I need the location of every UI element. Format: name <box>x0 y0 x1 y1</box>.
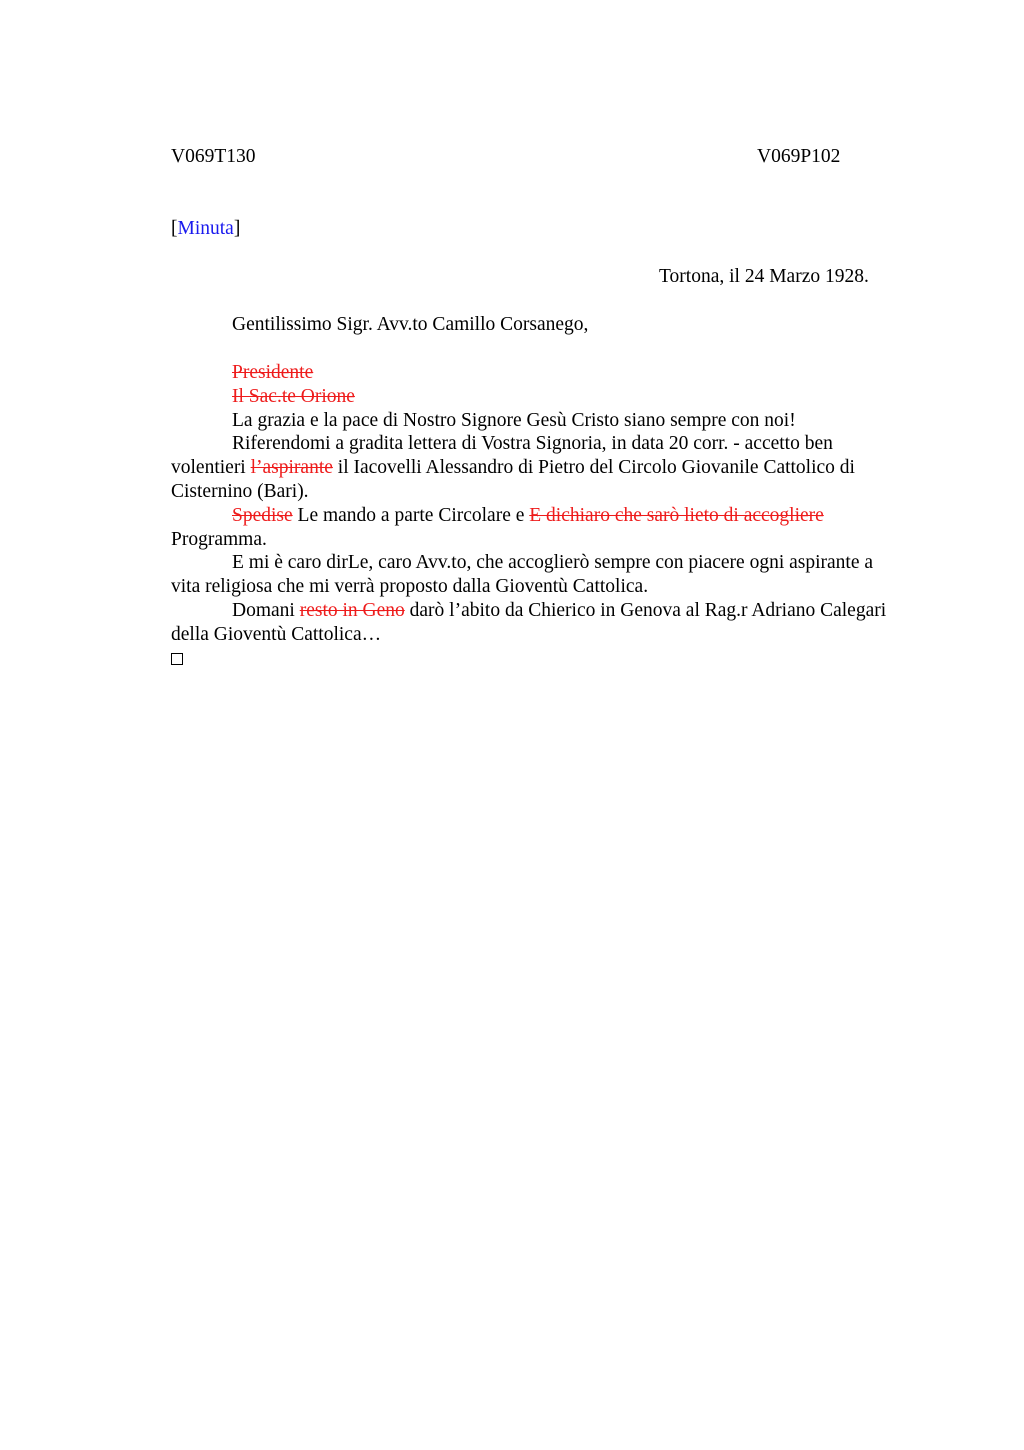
paragraph-4-line-2: vita religiosa che mi verrà proposto dalla Gioventù Cattolica. <box>171 576 649 598</box>
paragraph-2-line-2 <box>171 456 931 480</box>
paragraph-2-line-1: Riferendomi a gradita lettera di Vostra Signoria, in data 20 corr. - accetto ben <box>232 433 833 455</box>
minuta-label <box>171 217 240 241</box>
text-segment: Le mando a parte Circolare e <box>292 504 530 526</box>
minuta-open-bracket: [ <box>171 218 178 239</box>
deleted-text: Presidente <box>232 362 314 383</box>
text-segment: darò l’abito da Chierico in Genova al Rag.r Adriano Calegari <box>404 599 887 621</box>
letter-date: Tortona, il 24 Marzo 1928. <box>659 266 869 287</box>
paragraph-4-line-1: E mi è caro dirLe, caro Avv.to, che accoglierò sempre con piacere ogni aspirante a <box>232 552 874 574</box>
greeting-line: La grazia e la pace di Nostro Signore Gesù Cristo siano sempre con noi! <box>232 409 796 431</box>
paragraph-2-line-3: Cisternino (Bari). <box>171 480 309 502</box>
end-marker <box>171 647 931 672</box>
paragraph-5-line-2: della Gioventù Cattolica… <box>171 623 382 645</box>
letter-body <box>171 361 931 671</box>
text-segment: Domani <box>232 599 300 621</box>
minuta-text: Minuta <box>177 218 234 239</box>
paragraph-3-line-1 <box>171 504 931 528</box>
deleted-line-sac-orione <box>171 385 931 409</box>
deleted-line-presidente <box>171 361 931 385</box>
paragraph-5-line-1 <box>171 599 931 623</box>
minuta-close-bracket: ] <box>233 218 241 239</box>
salutation: Gentilissimo Sigr. Avv.to Camillo Corsanego, <box>232 314 589 335</box>
paragraph-3-line-2: Programma. <box>171 528 267 550</box>
text-segment: volentieri <box>171 457 251 479</box>
archive-code-right: V069P102 <box>757 146 841 167</box>
deleted-text: Il Sac.te Orione <box>232 385 355 407</box>
deleted-text: resto in Geno <box>299 599 405 621</box>
deleted-text: Spedise <box>232 504 293 526</box>
text-segment: il Iacovelli Alessandro di Pietro del Circolo Giovanile Cattolico di <box>332 457 855 479</box>
archive-code-left: V069T130 <box>171 146 256 167</box>
deleted-text: l’aspirante <box>250 457 333 479</box>
end-square-icon <box>171 653 183 665</box>
deleted-text: E dichiaro che sarò lieto di accogliere <box>529 504 824 526</box>
